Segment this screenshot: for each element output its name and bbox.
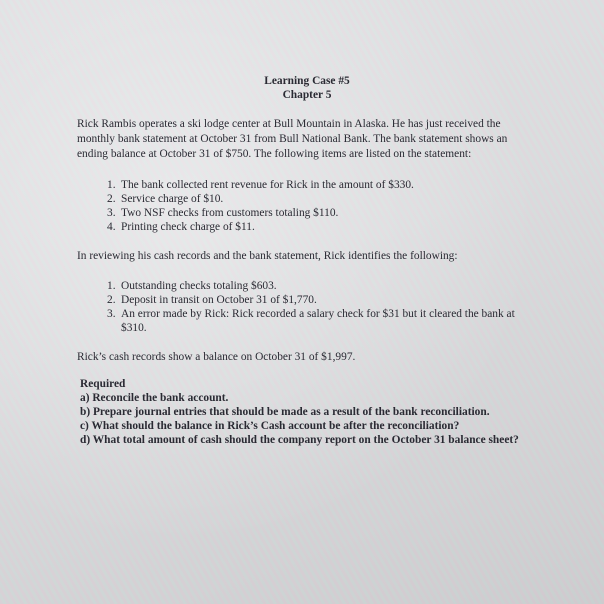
- intro-line: Rick Rambis operates a ski lodge center at Bull Mountain in Alaska. He has just received the: [77, 118, 501, 130]
- intro-line: monthly bank statement at October 31 from Bull National Bank. The bank statement shows an: [77, 133, 508, 145]
- list-item-continuation: $310.: [121, 322, 147, 334]
- cash-records-text: Rick’s cash records show a balance on October 31 of $1,997.: [77, 351, 356, 363]
- document-title: Learning Case #5: [264, 75, 350, 87]
- intro-line: ending balance at October 31 of $750. The following items are listed on the statement:: [77, 148, 472, 160]
- required-heading: Required: [80, 378, 126, 390]
- required-item: a) Reconcile the bank account.: [80, 392, 229, 404]
- chapter-heading: Chapter 5: [282, 89, 332, 101]
- required-item: b) Prepare journal entries that should be made as a result of the bank reconciliation.: [80, 406, 490, 418]
- required-item: c) What should the balance in Rick’s Cash account be after the reconciliation?: [80, 420, 460, 432]
- review-intro: In reviewing his cash records and the bank statement, Rick identifies the following:: [77, 250, 458, 262]
- required-item: d) What total amount of cash should the company report on the October 31 balance sheet?: [80, 434, 519, 446]
